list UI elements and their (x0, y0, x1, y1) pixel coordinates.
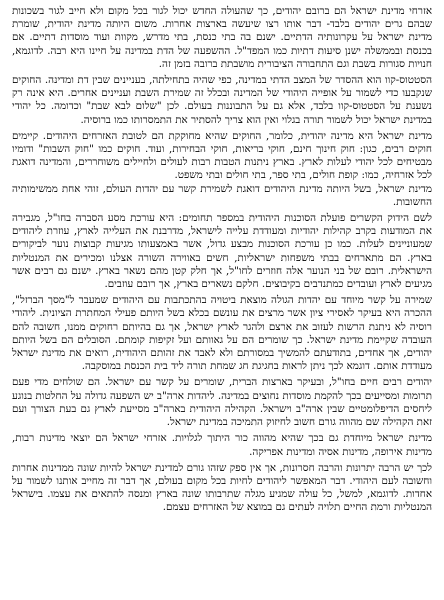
paragraph-3: מדינת ישראל היא מדינה יהודית, כלומר, החוקים שהיא מחוקקת הם לטובת האזרחים היהודים. קיימים חוקים רבים, כגון: חוק חינוך חינם, חוקי בריאות, חוקי הבחירות, ועוד. חוקים כמו "חוק השבות" ודומיו מבטיחים לכל יהודי לעלות לארץ. בארץ ניתנות הטבות רבות לעולים ולחיילים משוחררים, והמדינה דואגת לכל אזרחיה, כמו: קופת חולים, בתי ספר, בתי חולים ובתי משפט. (12, 129, 432, 182)
paragraph-5: לשם הידוק הקשרים פועלת הסוכנות היהודית במספר תחומים: היא עורכת מסע הסברה בחו"ל, מגבירה את המודעות בקרב קהילות יהודיות ומעודדת עלייה לישראל, מדרבנת את העלייה לארץ, עוזרת ליהודים שמעוניינים לעלות. כמו כן עורכת הסוכנות מבצע גדול, אשר באמצעותו מגיעות קבוצות נוער לביקורים בארץ. הם מתארחים בבתי משפחות ישראליות, חשים באווירה השורה אצלנו ומכירים את המנטליות הישראלית. רובם של בני הנוער אלה חוזרים לחו"ל, אך חלק קטן מהם נשאר בארץ. ישנם גם רבים אשר מגיעים לארץ ועובדים כמתנדבים בקיבוצים. חלקם נשארים בארץ, אך רובם עוזבים. (12, 212, 432, 291)
paragraph-7: יהודים רבים חיים בחו"ל, ובעיקר בארצות הברית, שומרים על קשר עם ישראל. הם שולחים מדי פעם תרומות ומסייעים בכך להקמת מוסדות נחוצים במדינה. ליהדות ארה"ב יש השפעה גדולה על החלטות בנוגע ליחסים הדיפלומטיים שבין ארה"ב וישראל. הקהילה היהודית בארה"ב מסייעת לארץ גם בעת הצורך ועם זאת הקהילה שם מהווה גורם חשוב לחיזוק התמיכה במדינת ישראל. (12, 376, 432, 429)
paragraph-8: מדינת ישראל מיוחדת גם בכך שהיא מהווה כור היתוך לגלויות. אזרחי ישראל הם יוצאי מדינות רבות, מדינות אירופה, מדינות אסיה ומדינות אפריקה. (12, 432, 432, 458)
paragraph-4: מדינת ישראל, בשל היותה מדינת היהודים דואגת לשמירת קשר עם יהדות העולם, זוהי אחת ממשימותיה החשובות. (12, 182, 432, 208)
paragraph-9: לכך יש הרבה יתרונות והרבה חסרונות, אך אין ספק שזהו גורם למדינת ישראל להיות שונה ממדינות אחרות וחשובה לעם היהודי. דבר המאפשר ליהודים לחיות בכל מקום בעולם, אך דבר זה מחייב אותנו לשמור על אחדות. לדוגמא, למשל, כל עולה שמגיע מגלה שתרבותו שונה בארץ ומנסה להתאים את עצמו. בישראל המנטליות ורמת החיים תלויה לעתים גם במוצא של האזרחים עצמם. (12, 461, 432, 514)
paragraph-2: הסטטוס-קוו הוא ההסדר של המצב הדתי במדינה, כפי שהיה בתחילתה, בעניינים שבין דת ומדינה. החוקים שנקבעו כדי לשמור על אופייה היהודי של המדינה ובכלל זה שמירת השבת ועניינים אחרים. היא אינה רק נשענת על הסטטוס-קוו בלבד, אלא גם על התבוננות בעולם. לכן "שלום לבא שבת" וכדומה. כל יהודי במדינת ישראל יכול לשמור תורה בגלוי ואין הוא צריך להסתיר את התמסרותו כמו ברוסיה. (12, 74, 432, 126)
paragraph-1: אזרחי מדינת ישראל הם ברובם יהודים, כך שהעולה החדש יכול לגור בכל מקום ולא חייב לגור בשכונות שבהם גרים יהודים בלבד- דבר אותו רצו שיעשה בארצות אחרות. משום היותה מדינת יהודית, שומרת מדינת ישראל על עקרונותיה הדתיים. ישנם בה בתי כנסת, בתי מדרש, מקוות ועוד מוסדות דתיים. אם בכנסת ובממשלה ישנן סיעות דתיות כמו המפד"ל. ההשפעה של הדת במדינה על חיינו היא רבה. לדוגמא, חנויות סגורות בשבת וגם התחבורה הציבורית מושבתת ברובה בזמן זה. (12, 5, 432, 70)
paragraph-6: שמירה על קשר מיוחד עם יהדות הגולה מוצאת ביטויה בהתכתבות עם היהודים שמעבר ל"מסך הברזל", ההכרה היא בעיקר לאסירי ציון אשר מרצים את עונשם בכלא בשל היותם פעילי המחתרת הציונית. ליהודי רוסיה לא ניתנת הרשות לעזוב את ארצם ולהגר לארץ ישראל, אך גם בהיותם רחוקים ממנו, חשובה להם העובדה שקיימת מדינת ישראל. כך שומרים הם על גאוותם ועל זקיפות קומתם. הסובלים הם בשל היותם יהודים, אך אחדים, בתודעתם להמשיך במסורתם ולא לאבד את זהותם היהודית, רואים את מדינת ישראל מעודדת אותם. דוגמא לכך ניתן לראות בחגיגת חג שמחת תורה ליד בית הכנסת במוסקבה. (12, 294, 432, 373)
